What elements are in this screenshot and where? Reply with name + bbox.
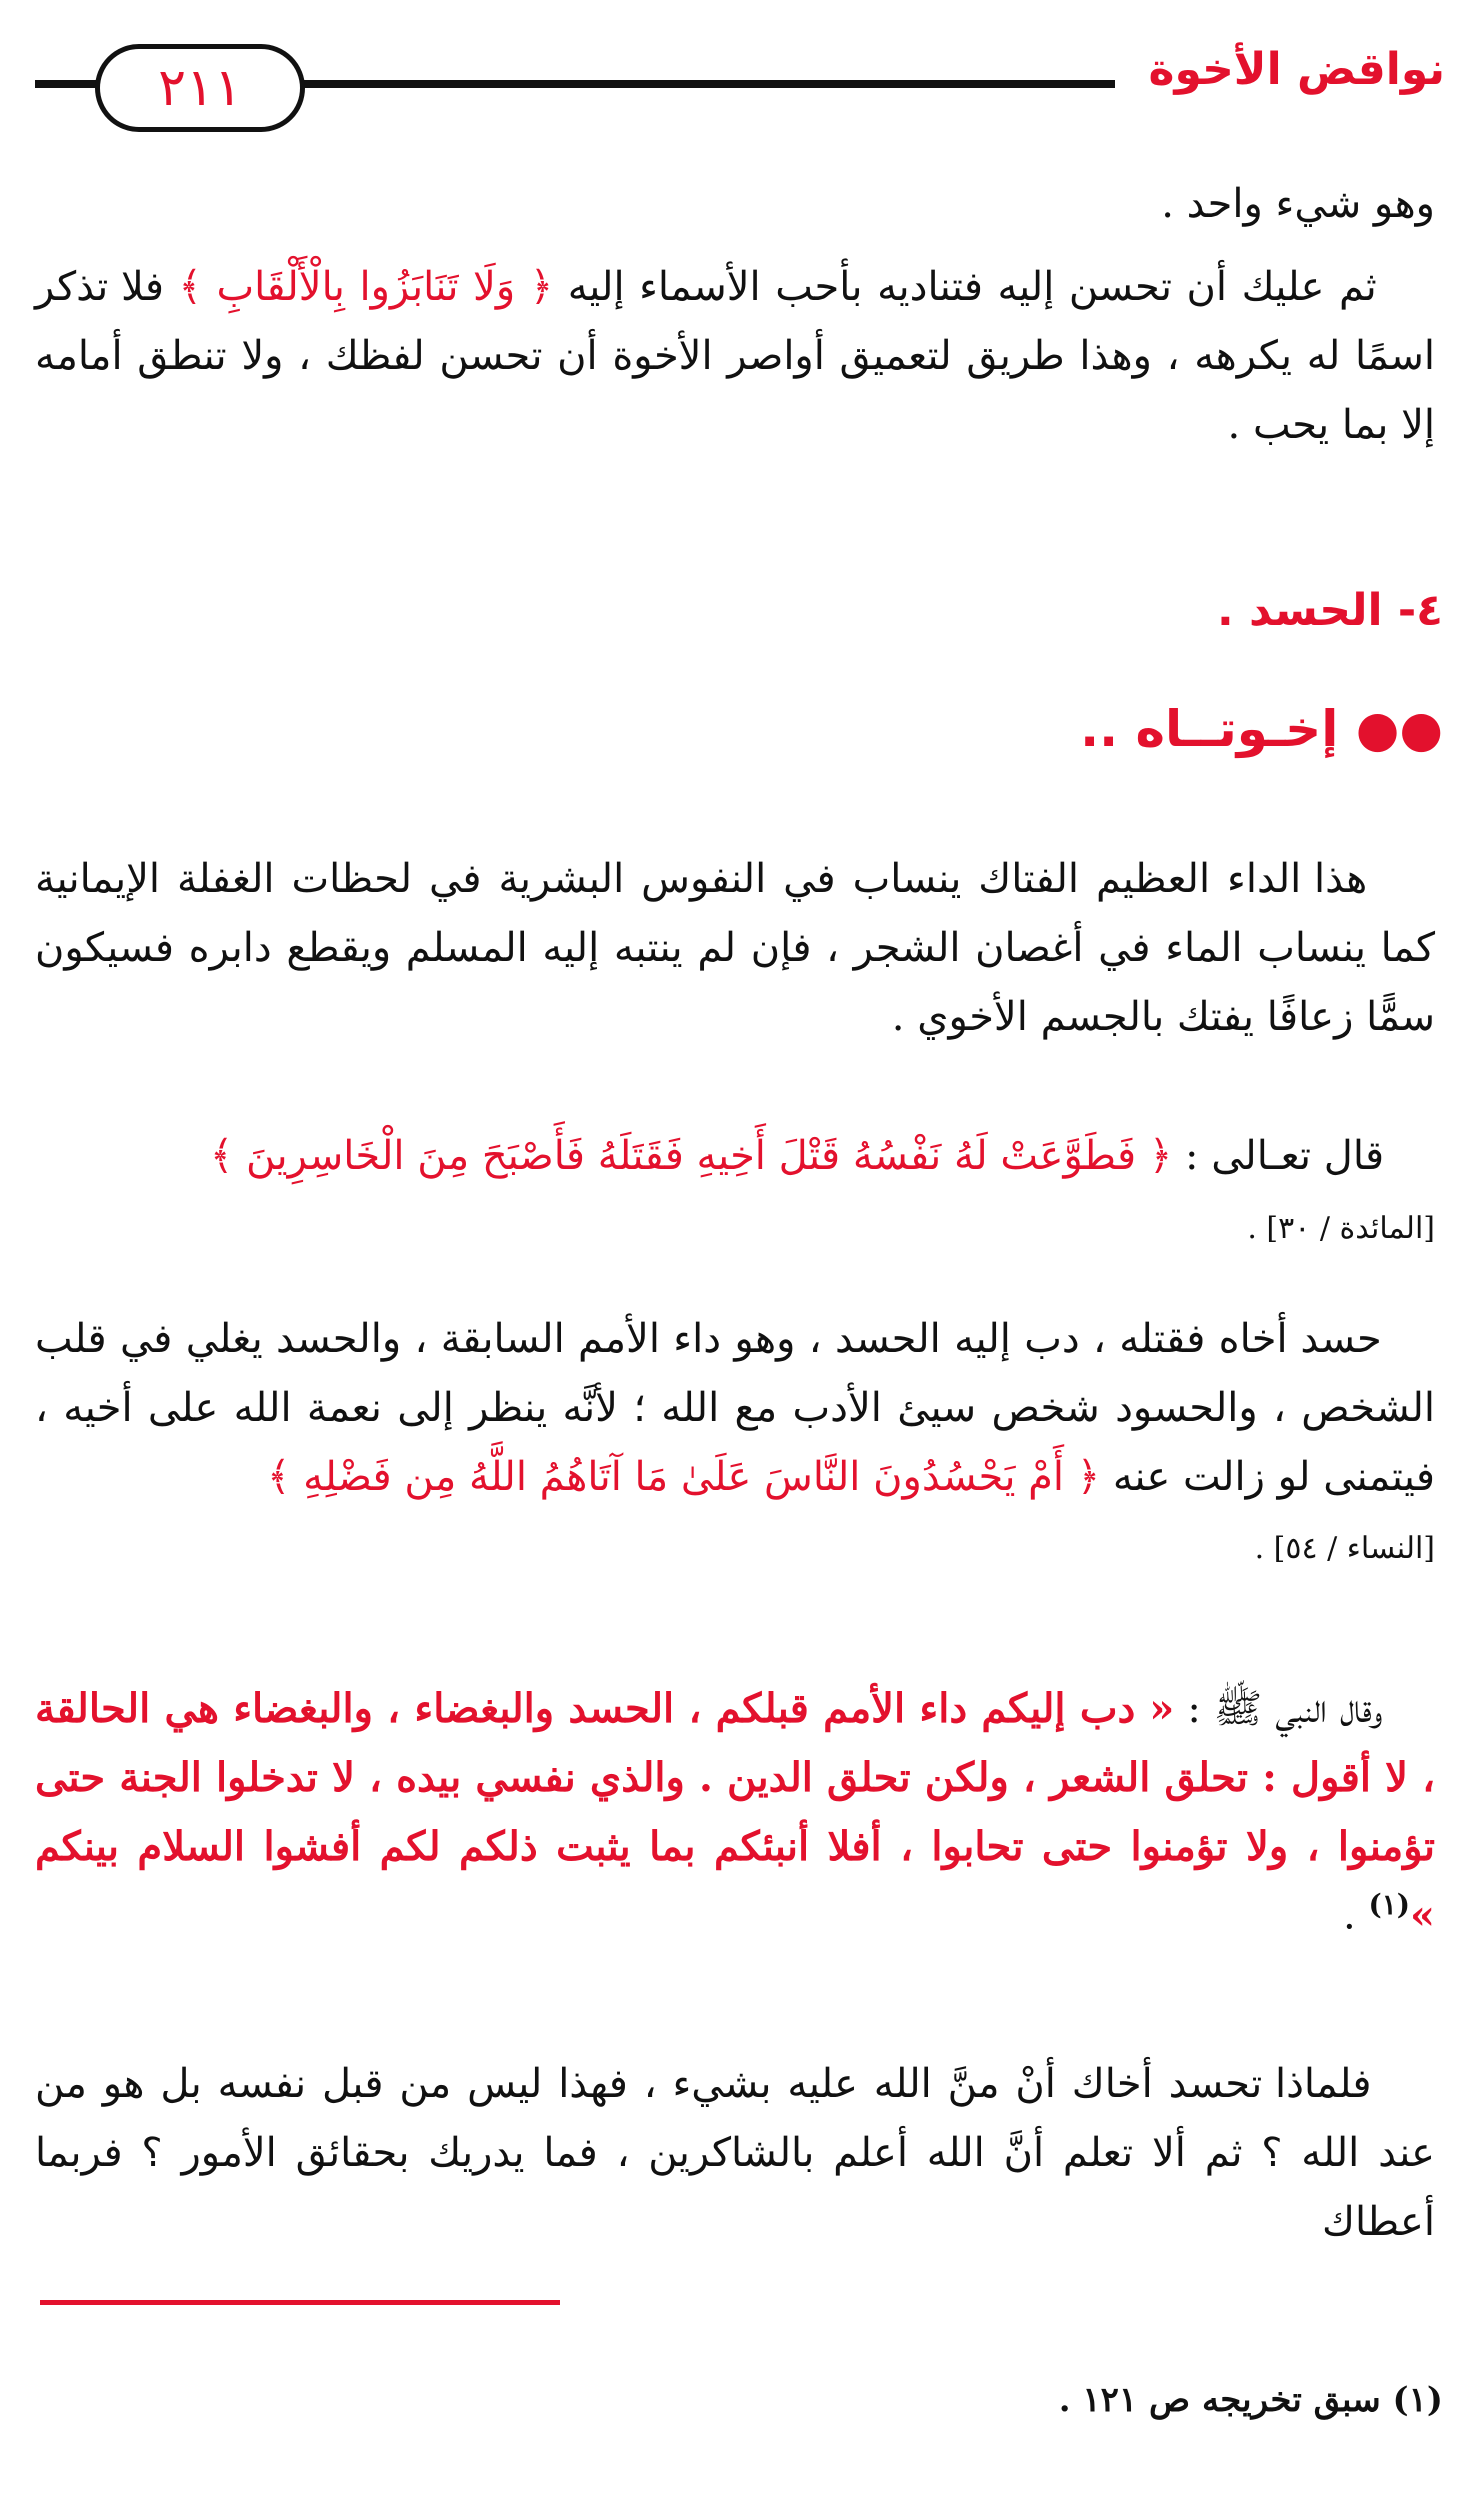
quran-verse: ﴿ فَطَوَّعَتْ لَهُ نَفْسُهُ قَتْلَ أَخِيهِ فَقَتَلَهُ فَأَصْبَحَ مِنَ الْخَاسِرِينَ ﴾ (209, 1133, 1173, 1179)
paragraph-6: وقال النبي ﷺ : « دب إليكم داء الأمم قبلكم ، الحسد والبغضاء ، والبغضاء هي الحالقة ، لا أقول : تحلق الشعر ، ولكن تحلق الدين . والذي نفسي بيده ، لا تدخلوا الجنة حتى تؤمنوا ، ولا تؤمنوا حتى تحابوا ، أفلا أنبئكم بما يثبت ذلكم لكم أفشوا السلام بينكم »$^{(١)}$ . (35, 1685, 1435, 1939)
quran-verse: ﴿ وَلَا تَنَابَزُوا بِالْأَلْقَابِ ﴾ (178, 264, 554, 310)
quran-verse: ﴿ أَمْ يَحْسُدُونَ النَّاسَ عَلَىٰ مَا آتَاهُمُ اللَّهُ مِن فَضْلِهِ ﴾ (267, 1453, 1101, 1500)
paragraph-7: فلماذا تحسد أخاك أنْ منَّ الله عليه بشيء ، فهذا ليس من قبل نفسه بل هو من عند الله ؟ ثم ألا تعلم أنَّ الله أعلم بالشاكرين ، فما يدريك بحقائق الأمور ؟ فربما أعطاك (35, 2061, 1435, 2245)
paragraph-5: حسد أخاه فقتله ، دب إليه الحسد ، وهو داء الأمم السابقة ، والحسد يغلي في قلب الشخص ، والحسود شخص سيئ الأدب مع الله ؛ لأنَّه ينظر إلى نعمة الله على أخيه ، فيتمنى لو زالت عنه ﴿ أَمْ يَحْسُدُونَ النَّاسَ عَلَىٰ مَا آتَاهُمُ اللَّهُ مِن فَضْلِهِ ﴾ [النساء / ٥٤] . (35, 1316, 1435, 1567)
hadith-text: « دب إليكم داء الأمم قبلكم ، الحسد والبغضاء ، والبغضاء هي الحالقة ، لا أقول : تحلق الشعر ، ولكن تحلق الدين . والذي نفسي بيده ، لا تدخلوا الجنة حتى تؤمنوا ، ولا تؤمنوا حتى تحابوا ، أفلا أنبئكم بما يثبت ذلكم لكم أفشوا السلام بينكم » (35, 1685, 1435, 1939)
page-header (35, 40, 1445, 130)
quran-citation: [المائدة / ٣٠] . (1247, 1210, 1435, 1246)
page-number: ٢١١ (95, 44, 305, 132)
footnote-marker: (١) (1368, 1888, 1410, 1922)
sub-heading: ●● إخـوتــاه .. (1080, 700, 1443, 758)
footnote: (١) سبق تخريجه ص ١٢١ . (1058, 2380, 1443, 2420)
paragraph-1: وهو شيء واحد . (1161, 181, 1435, 227)
paragraph-2: ثم عليك أن تحسن إليه فتناديه بأحب الأسماء إليه ﴿ وَلَا تَنَابَزُوا بِالْأَلْقَابِ ﴾ فلا تذكر اسمًا له يكرهه ، وهذا طريق لتعميق أواصر الأخوة أن تحسن لفظك ، ولا تنطق أمامه إلا بما يحب . (35, 264, 1435, 448)
section-heading: ٤- الحسد . (1217, 585, 1443, 636)
book-title: نواقض الأخوة (1148, 44, 1445, 95)
paragraph-4: قال تعـالى : ﴿ فَطَوَّعَتْ لَهُ نَفْسُهُ قَتْلَ أَخِيهِ فَقَتَلَهُ فَأَصْبَحَ مِنَ الْخَاسِرِينَ ﴾ [المائدة / ٣٠] . (209, 1133, 1435, 1246)
quran-citation: [النساء / ٥٤] . (1254, 1531, 1435, 1567)
footnote-rule (40, 2300, 560, 2305)
paragraph-3: هذا الداء العظيم الفتاك ينساب في النفوس البشرية في لحظات الغفلة الإيمانية كما ينساب الماء في أغصان الشجر ، فإن لم ينتبه إليه المسلم ويقطع دابره فسيكون سمًّا زعافًا يفتك بالجسم الأخوي . (35, 856, 1435, 1040)
